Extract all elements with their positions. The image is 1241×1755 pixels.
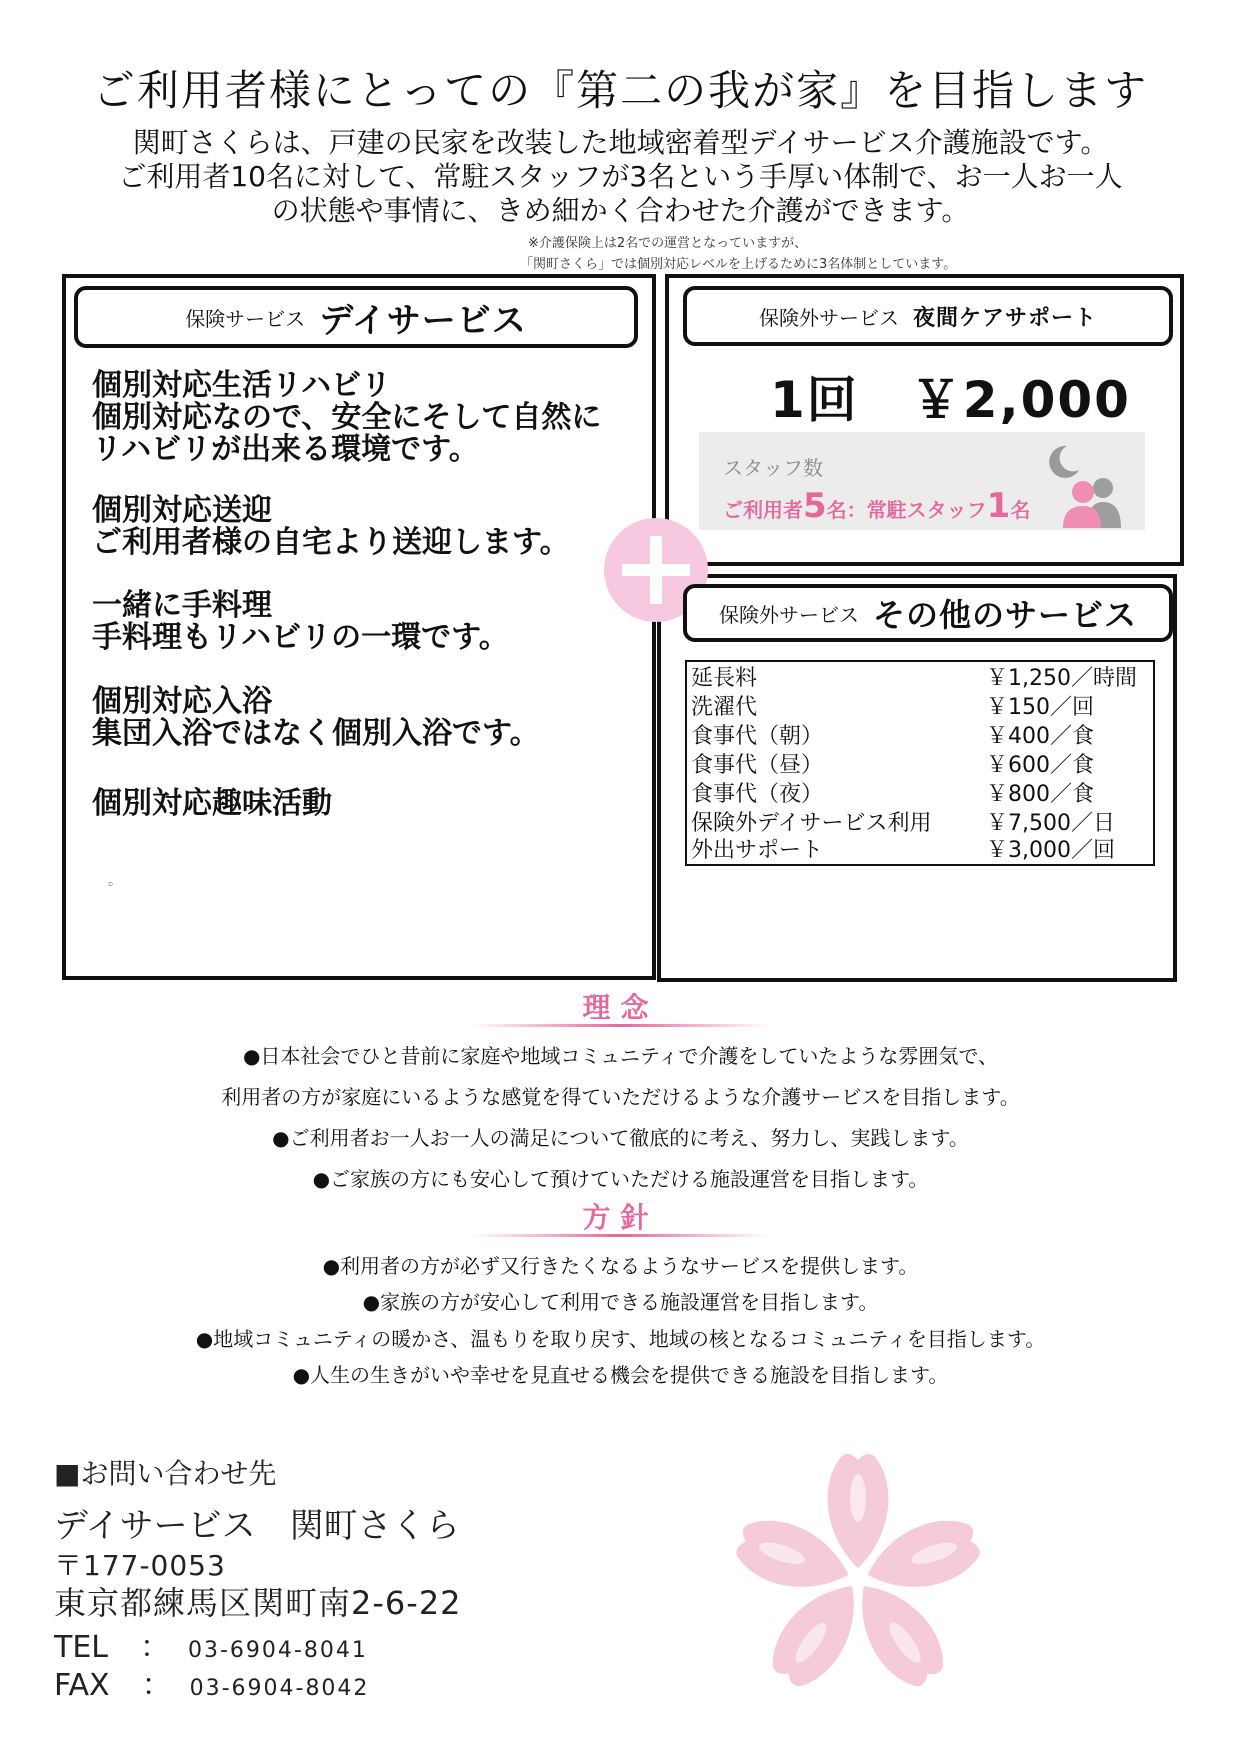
day-service-header (74, 286, 638, 348)
ratio-staff: 1 (986, 486, 1011, 526)
staffing-note-1: ※介護保険上は2名での運営となっていますが、 (528, 236, 808, 251)
postal-code: 〒177-0053 (54, 1549, 226, 1582)
fax-separator: ： (141, 1668, 172, 1703)
fee-value: ￥7,500／日 (986, 811, 1115, 836)
service-item-text: 集団入浴ではなく個別入浴です。 (92, 716, 540, 751)
contact-heading: ■お問い合わせ先 (54, 1457, 277, 1490)
policy-divider (470, 1234, 770, 1237)
philosophy-title: 理念 (582, 991, 659, 1024)
sakura-flower-logo (708, 1428, 1008, 1728)
policy-line: ●地域コミュニティの暖かさ、温もりを取り戻す、地域の核となるコミュニティを目指します。 (195, 1327, 1046, 1351)
other-services-title: その他のサービス (872, 596, 1137, 634)
fee-item: 食事代（夜） (691, 782, 824, 807)
staff-ratio-text (723, 486, 1030, 526)
ratio-suffix: 名 (1010, 498, 1031, 522)
policy-line: ●人生の生きがいや幸せを見直せる機会を提供できる施設を目指します。 (292, 1363, 949, 1387)
facility-name: デイサービス 関町さくら (54, 1506, 460, 1546)
philosophy-divider (470, 1024, 770, 1027)
other-services-category: 保険外サービス (718, 602, 859, 627)
night-care-title: 夜間ケアサポート (912, 305, 1097, 331)
service-item-text: 手料理もリハビリの一環です。 (92, 620, 509, 655)
service-item-text: リハビリが出来る環境です。 (92, 432, 479, 467)
page-headline: ご利用者様にとっての『第二の我が家』を目指します (92, 66, 1149, 115)
service-item-heading: 個別対応趣味活動 (92, 786, 332, 821)
service-item-hobby (92, 788, 332, 820)
fee-value: ￥400／食 (986, 724, 1094, 749)
table-row (691, 780, 1151, 809)
service-item-cooking (92, 590, 509, 654)
service-item-rehab (92, 370, 601, 466)
night-care-price: 1回 ￥2,000 (770, 371, 1131, 429)
fee-value: ￥3,000／回 (986, 838, 1115, 863)
service-item-heading: 個別対応送迎 (92, 493, 272, 528)
staffing-note-2: 「関町さくら」では個別対応レベルを上げるために3名体制としています。 (520, 257, 957, 272)
fax-label: FAX (54, 1668, 110, 1703)
policy-title: 方針 (582, 1201, 659, 1234)
tel-label: TEL (54, 1630, 108, 1665)
tel-number[interactable]: 03-6904-8041 (188, 1638, 368, 1663)
service-item-text: ご利用者様の自宅より送迎します。 (92, 525, 570, 560)
fee-item: 外出サポート (691, 838, 824, 863)
intro-line-2: ご利用者10名に対して、常駐スタッフが3名という手厚い体制で、お一人お一人 (118, 160, 1123, 193)
table-row (691, 722, 1151, 751)
fee-item: 洗濯代 (691, 695, 758, 720)
table-row (691, 693, 1151, 722)
service-item-heading: 個別対応生活リハビリ (92, 368, 392, 403)
day-service-category: 保険サービス (185, 306, 306, 331)
fee-value: ￥1,250／時間 (986, 666, 1137, 691)
other-services-header (683, 584, 1173, 642)
philosophy-line: ●ご利用者お一人お一人の満足について徹底的に考え、努力し、実践します。 (272, 1126, 969, 1150)
policy-line: ●家族の方が安心して利用できる施設運営を目指します。 (362, 1290, 879, 1314)
ratio-prefix: ご利用者 (723, 498, 803, 522)
intro-line-1: 関町さくらは、戸建の民家を改装した地域密着型デイサービス介護施設です。 (132, 126, 1109, 159)
fee-table (685, 660, 1155, 866)
philosophy-line: 利用者の方が家庭にいるような感覚を得ていただけるような介護サービスを目指します。 (221, 1085, 1020, 1109)
fee-item: 食事代（朝） (691, 724, 824, 749)
night-care-category: 保険外サービス (758, 305, 899, 330)
people-icon (1061, 472, 1125, 528)
fee-item: 食事代（昼） (691, 753, 824, 778)
table-row (691, 836, 1151, 865)
address: 東京都練馬区関町南2-6-22 (54, 1584, 462, 1622)
fee-value: ￥150／回 (986, 695, 1094, 720)
philosophy-line: ●ご家族の方にも安心して預けていただける施設運営を目指します。 (312, 1167, 929, 1191)
fee-item: 延長料 (691, 666, 758, 691)
service-item-text: 個別対応なので、安全にそして自然に (92, 400, 602, 435)
service-item-transport (92, 495, 570, 559)
ratio-middle: 名：常駐スタッフ (826, 498, 987, 522)
fee-value: ￥600／食 (986, 753, 1094, 778)
fax-number: 03-6904-8042 (189, 1676, 370, 1701)
fee-item: 保険外デイサービス利用 (691, 811, 932, 836)
service-item-heading: 一緒に手料理 (92, 588, 272, 623)
service-item-bathing (92, 686, 540, 750)
night-care-header (683, 286, 1173, 346)
fee-value: ￥800／食 (986, 782, 1094, 807)
fax-line (54, 1660, 369, 1704)
service-item-heading: 個別対応入浴 (92, 684, 272, 719)
tel-separator: ： (140, 1630, 170, 1665)
trailing-mark: 。 (108, 873, 122, 889)
staff-count-label: スタッフ数 (723, 456, 823, 480)
ratio-users: 5 (803, 486, 827, 526)
philosophy-line: ●日本社会でひと昔前に家庭や地域コミュニティで介護をしていたような雰囲気で、 (242, 1044, 999, 1068)
table-row (691, 809, 1151, 838)
policy-line: ●利用者の方が必ず又行きたくなるようなサービスを提供します。 (322, 1254, 919, 1278)
table-row (691, 664, 1151, 693)
intro-line-3: の状態や事情に、きめ細かく合わせた介護ができます。 (271, 194, 970, 227)
day-service-title: デイサービス (319, 300, 527, 341)
table-row (691, 751, 1151, 780)
staff-ratio-box (699, 432, 1145, 530)
